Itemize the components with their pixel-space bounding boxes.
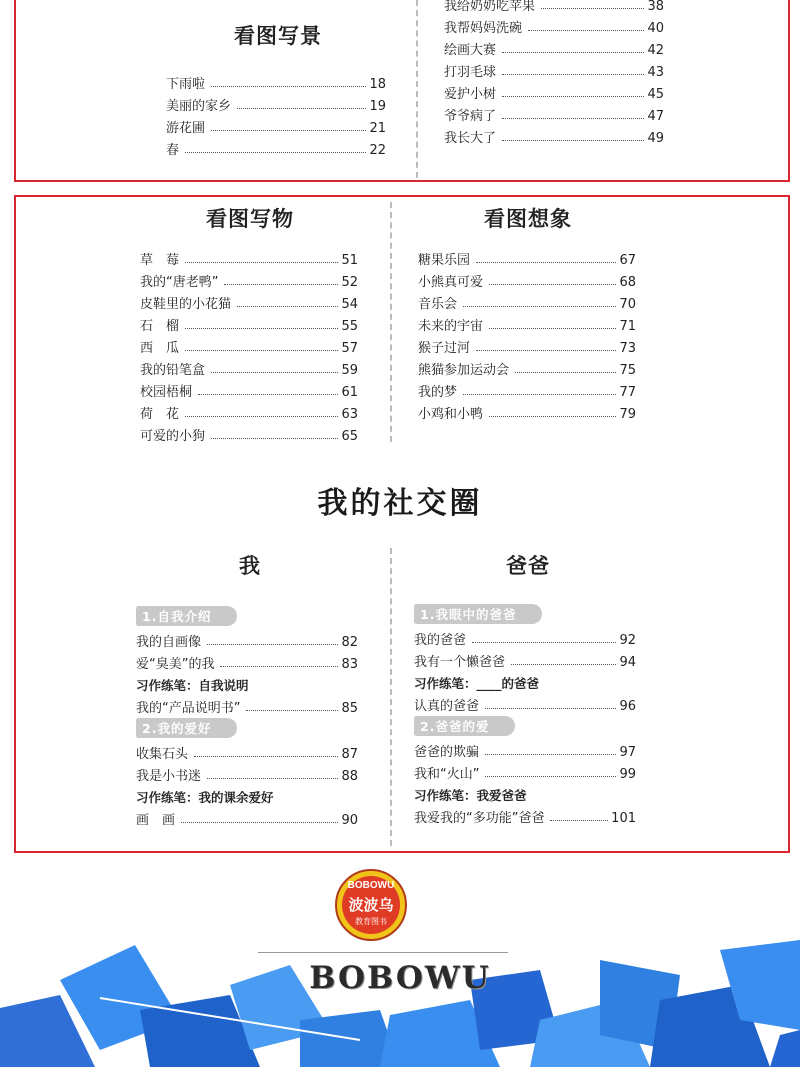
publisher-logo	[334, 868, 408, 942]
toc-entry	[444, 36, 664, 58]
toc-entry-page: 77	[619, 385, 636, 400]
subsection-row	[414, 714, 636, 738]
subsection-row	[136, 716, 358, 740]
toc-entry	[140, 378, 358, 400]
toc-entry	[136, 694, 358, 716]
toc-entry-title: 校园梧桐	[140, 385, 193, 400]
toc-entry-title: 春	[166, 143, 180, 158]
dot-leader	[502, 74, 644, 75]
toc-entry-title: 我的铅笔盒	[140, 363, 206, 378]
dot-leader	[237, 306, 338, 307]
toc-entry	[166, 114, 386, 136]
dot-leader	[211, 130, 366, 131]
toc-entry	[418, 378, 636, 400]
toc-list	[136, 604, 358, 828]
toc-entry-title: 我的爸爸	[414, 633, 467, 648]
toc-entry-page: 85	[341, 701, 358, 716]
toc-entry-page: 45	[647, 87, 664, 102]
toc-list	[444, 0, 664, 146]
toc-entry	[140, 334, 358, 356]
toc-entry-page: 90	[341, 813, 358, 828]
toc-entry-title: 收集石头	[136, 747, 189, 762]
toc-entry	[136, 806, 358, 828]
dot-leader	[224, 284, 338, 285]
dot-leader	[485, 776, 616, 777]
toc-entry	[136, 762, 358, 784]
toc-entry-page: 87	[341, 747, 358, 762]
toc-entry-title: 熊猫参加运动会	[418, 363, 510, 378]
toc-entry-page: 73	[619, 341, 636, 356]
toc-entry-page: 97	[619, 745, 636, 760]
toc-entry-title: 下雨啦	[166, 77, 206, 92]
toc-entry-title: 我的“产品说明书”	[136, 701, 241, 716]
toc-entry	[418, 246, 636, 268]
toc-entry-title: 猴子过河	[418, 341, 471, 356]
subsection-tag: 1.我眼中的爸爸	[414, 604, 542, 624]
toc-entry-title: 美丽的家乡	[166, 99, 232, 114]
toc-entry-title: 爱护小树	[444, 87, 497, 102]
toc-entry-page: 96	[619, 699, 636, 714]
toc-entry-title: 我长大了	[444, 131, 497, 146]
toc-entry-title: 打羽毛球	[444, 65, 497, 80]
toc-entry-title: 我有一个懒爸爸	[414, 655, 506, 670]
toc-entry	[140, 246, 358, 268]
toc-list	[166, 70, 386, 158]
brand-name: BOBOWU	[309, 960, 491, 996]
dot-leader	[463, 306, 616, 307]
logo-main-text: 波波乌	[348, 896, 394, 914]
dot-leader	[207, 778, 338, 779]
section-heading: 看图写景	[234, 24, 322, 48]
subsection-tag: 2.我的爱好	[136, 718, 237, 738]
toc-entry-page: 54	[341, 297, 358, 312]
writing-practice-note: 习作练笔：我爱爸爸	[414, 788, 527, 803]
toc-entry-title: 我爱我的“多功能”爸爸	[414, 811, 545, 826]
dot-leader	[476, 350, 616, 351]
toc-entry	[166, 70, 386, 92]
dot-leader	[550, 820, 608, 821]
toc-entry-page: 82	[341, 635, 358, 650]
toc-entry	[140, 400, 358, 422]
dot-leader	[502, 140, 644, 141]
dot-leader	[476, 262, 616, 263]
toc-entry-title: 荷 花	[140, 407, 180, 422]
toc-entry	[140, 356, 358, 378]
contents-box-main	[14, 195, 790, 853]
toc-entry-page: 63	[341, 407, 358, 422]
toc-entry	[414, 626, 636, 648]
toc-entry-page: 55	[341, 319, 358, 334]
dot-leader	[502, 96, 644, 97]
toc-entry	[136, 650, 358, 672]
toc-entry-page: 59	[341, 363, 358, 378]
toc-entry	[414, 648, 636, 670]
dot-leader	[502, 52, 644, 53]
dot-leader	[194, 756, 338, 757]
toc-entry-page: 43	[647, 65, 664, 80]
toc-entry-page: 68	[619, 275, 636, 290]
dot-leader	[211, 438, 338, 439]
toc-entry-title: 爸爸的欺骗	[414, 745, 480, 760]
section-heading: 爸爸	[506, 554, 550, 578]
toc-entry-page: 83	[341, 657, 358, 672]
toc-entry-title: 我的自画像	[136, 635, 202, 650]
dot-leader	[211, 86, 366, 87]
dot-leader	[185, 416, 338, 417]
subsection-row	[414, 602, 636, 626]
toc-entry-page: 99	[619, 767, 636, 782]
dot-leader	[515, 372, 616, 373]
toc-entry	[166, 136, 386, 158]
toc-entry-title: 我帮妈妈洗碗	[444, 21, 523, 36]
toc-entry	[444, 58, 664, 80]
toc-entry-page: 79	[619, 407, 636, 422]
toc-entry-title: 音乐会	[418, 297, 458, 312]
toc-entry-page: 71	[619, 319, 636, 334]
toc-entry-title: 小熊真可爱	[418, 275, 484, 290]
column-divider	[390, 202, 392, 442]
toc-entry	[140, 422, 358, 444]
toc-entry-page: 51	[341, 253, 358, 268]
logo-sub-text: 教育图书	[355, 917, 387, 926]
toc-entry	[444, 80, 664, 102]
toc-entry-title: 石 榴	[140, 319, 180, 334]
toc-entry	[444, 0, 664, 14]
dot-leader	[207, 644, 338, 645]
toc-entry	[140, 290, 358, 312]
toc-entry-page: 67	[619, 253, 636, 268]
toc-entry-title: 画 画	[136, 813, 176, 828]
toc-entry-page: 94	[619, 655, 636, 670]
toc-entry	[136, 628, 358, 650]
contents-box-top	[14, 0, 790, 182]
toc-entry	[140, 312, 358, 334]
toc-entry	[444, 14, 664, 36]
toc-entry-title: 皮鞋里的小花猫	[140, 297, 232, 312]
writing-practice-note: 习作练笔：我的课余爱好	[136, 790, 274, 805]
toc-list	[414, 602, 636, 826]
toc-entry-page: 21	[369, 121, 386, 136]
dot-leader	[220, 666, 338, 667]
toc-entry-page: 57	[341, 341, 358, 356]
toc-entry-title: 糖果乐园	[418, 253, 471, 268]
writing-practice-note: 习作练笔：自我说明	[136, 678, 249, 693]
toc-entry-title: 爷爷病了	[444, 109, 497, 124]
section-heading: 看图写物	[206, 207, 294, 231]
dot-leader	[485, 754, 616, 755]
toc-entry	[418, 290, 636, 312]
dot-leader	[541, 8, 644, 9]
toc-entry	[414, 692, 636, 714]
toc-entry	[444, 102, 664, 124]
toc-entry-title: 我和“火山”	[414, 767, 480, 782]
dot-leader	[185, 328, 338, 329]
toc-entry	[140, 268, 358, 290]
toc-entry-page: 42	[647, 43, 664, 58]
logo-top-text: BOBOWU	[347, 880, 395, 891]
toc-entry-page: 49	[647, 131, 664, 146]
toc-entry-page: 75	[619, 363, 636, 378]
toc-entry-title: 我的“唐老鸭”	[140, 275, 219, 290]
toc-entry	[418, 400, 636, 422]
dot-leader	[489, 328, 616, 329]
dot-leader	[237, 108, 366, 109]
column-divider	[416, 0, 418, 178]
toc-entry-page: 22	[369, 143, 386, 158]
toc-entry	[418, 334, 636, 356]
dot-leader	[463, 394, 616, 395]
toc-entry-title: 绘画大赛	[444, 43, 497, 58]
writing-practice-note: 习作练笔：____的爸爸	[414, 676, 540, 691]
dot-leader	[185, 350, 338, 351]
toc-entry-page: 70	[619, 297, 636, 312]
dot-leader	[185, 262, 338, 263]
dot-leader	[185, 152, 366, 153]
toc-entry-title: 爱“臭美”的我	[136, 657, 215, 672]
section-heading: 看图想象	[484, 207, 572, 231]
toc-entry-page: 52	[341, 275, 358, 290]
dot-leader	[181, 822, 338, 823]
toc-entry-page: 18	[369, 77, 386, 92]
dot-leader	[485, 708, 616, 709]
toc-entry-title: 未来的宇宙	[418, 319, 484, 334]
subsection-tag: 2.爸爸的爱	[414, 716, 515, 736]
toc-entry-page: 92	[619, 633, 636, 648]
column-divider	[390, 548, 392, 846]
toc-entry-page: 19	[369, 99, 386, 114]
dot-leader	[511, 664, 616, 665]
toc-entry-page: 88	[341, 769, 358, 784]
toc-entry-title: 认真的爸爸	[414, 699, 480, 714]
section-heading: 我	[239, 554, 261, 578]
toc-entry	[414, 738, 636, 760]
toc-entry-title: 西 瓜	[140, 341, 180, 356]
toc-entry-title: 可爱的小狗	[140, 429, 206, 444]
toc-entry-title: 游花圃	[166, 121, 206, 136]
dot-leader	[502, 118, 644, 119]
toc-entry	[418, 356, 636, 378]
toc-entry-title: 草 莓	[140, 253, 180, 268]
toc-entry-page: 65	[341, 429, 358, 444]
subsection-tag: 1.自我介绍	[136, 606, 237, 626]
toc-entry	[166, 92, 386, 114]
chapter-title: 我的社交圈	[317, 486, 483, 521]
dot-leader	[472, 642, 616, 643]
toc-list	[418, 246, 636, 422]
toc-entry-title: 我的梦	[418, 385, 458, 400]
dot-leader	[528, 30, 644, 31]
dot-leader	[246, 710, 338, 711]
toc-entry-page: 40	[647, 21, 664, 36]
dot-leader	[211, 372, 338, 373]
toc-entry	[414, 760, 636, 782]
toc-entry-page: 38	[647, 0, 664, 14]
toc-entry-title: 我给奶奶吃苹果	[444, 0, 536, 14]
dot-leader	[489, 416, 616, 417]
toc-entry	[418, 268, 636, 290]
toc-entry-page: 61	[341, 385, 358, 400]
subsection-row	[136, 604, 358, 628]
dot-leader	[489, 284, 616, 285]
toc-entry	[414, 804, 636, 826]
dot-leader	[198, 394, 338, 395]
toc-entry-page: 101	[611, 811, 636, 826]
toc-entry-title: 我是小书迷	[136, 769, 202, 784]
toc-entry-title: 小鸡和小鸭	[418, 407, 484, 422]
toc-entry	[418, 312, 636, 334]
toc-entry-page: 47	[647, 109, 664, 124]
toc-list	[140, 246, 358, 444]
toc-entry	[136, 740, 358, 762]
toc-entry	[444, 124, 664, 146]
